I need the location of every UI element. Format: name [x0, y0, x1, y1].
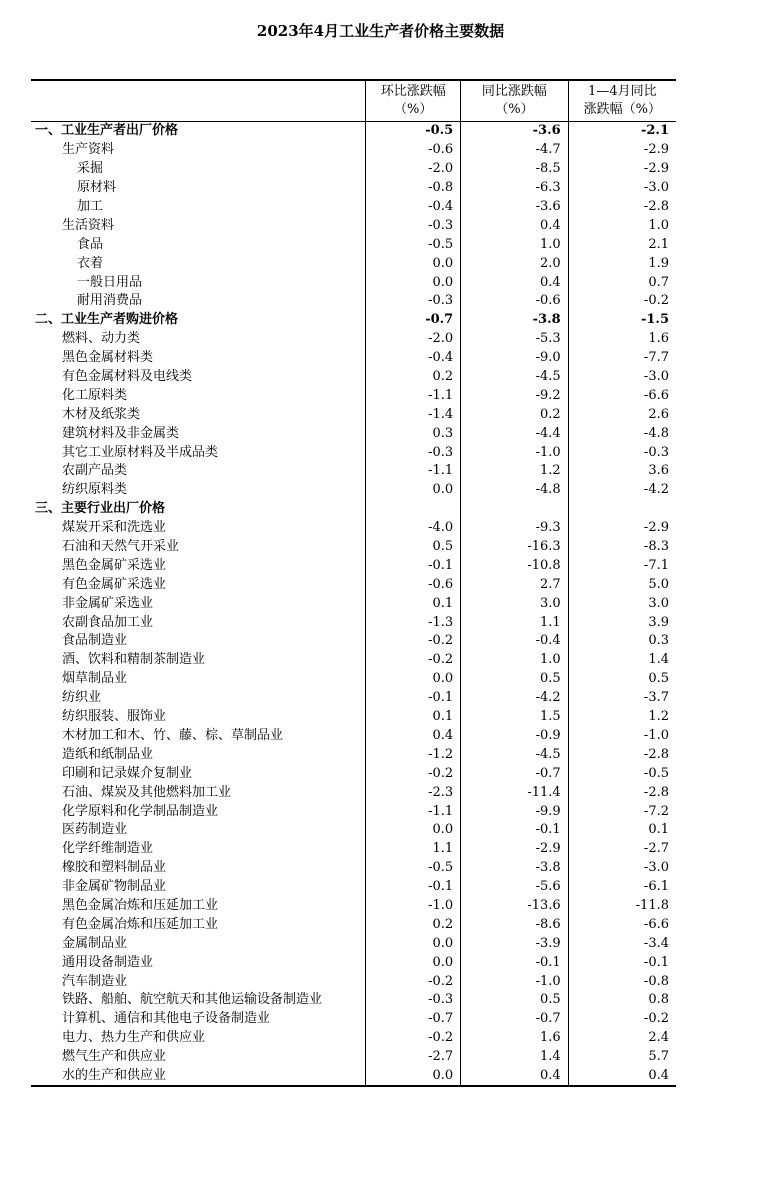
- row-label: 水的生产和供应业: [31, 1067, 366, 1087]
- yoy-value: -1.0: [461, 443, 568, 462]
- yoy-value: -8.6: [461, 915, 568, 934]
- ytd-value: -7.7: [568, 349, 676, 368]
- mom-value: -1.1: [366, 386, 461, 405]
- yoy-value: 1.6: [461, 1029, 568, 1048]
- ytd-value: 3.9: [568, 613, 676, 632]
- mom-value: 0.4: [366, 727, 461, 746]
- row-label: 酒、饮料和精制茶制造业: [62, 652, 206, 668]
- row-label: 造纸和纸制品业: [62, 746, 154, 762]
- mom-value: -1.4: [366, 405, 461, 424]
- row-label: 石油和天然气开采业: [62, 539, 180, 555]
- header-yoy-line2: （%）: [495, 102, 534, 117]
- section-row: [31, 311, 676, 330]
- mom-value: 0.0: [366, 934, 461, 953]
- mom-value: -0.6: [366, 575, 461, 594]
- yoy-value: 0.2: [461, 405, 568, 424]
- yoy-value: -9.3: [461, 519, 568, 538]
- row-label: 煤炭开采和洗选业: [62, 520, 167, 536]
- ytd-value: 2.1: [568, 235, 676, 254]
- row-label: 纺织原料类: [62, 482, 128, 498]
- table-row: [31, 160, 676, 179]
- row-label: 加工: [77, 199, 104, 214]
- ytd-value: -6.6: [568, 386, 676, 405]
- row-label: 三、主要行业出厂价格: [35, 501, 166, 517]
- mom-value: -2.0: [366, 160, 461, 179]
- yoy-value: -4.7: [461, 141, 568, 160]
- yoy-value: 0.4: [461, 273, 568, 292]
- table-row: [31, 670, 676, 689]
- table-row: [31, 556, 676, 575]
- row-label: 一般日用品: [77, 274, 143, 290]
- table-header-row: [31, 80, 676, 122]
- table-row: [31, 273, 676, 292]
- ytd-value: -8.3: [568, 538, 676, 557]
- header-item-column: [31, 80, 366, 122]
- row-label: 燃料、动力类: [62, 331, 141, 347]
- yoy-value: -16.3: [461, 538, 568, 557]
- yoy-value: -0.7: [461, 764, 568, 783]
- mom-value: -1.3: [366, 613, 461, 632]
- ytd-value: -0.8: [568, 972, 676, 991]
- row-label: 有色金属冶炼和压延加工业: [62, 916, 219, 932]
- row-label: 黑色金属材料类: [62, 350, 154, 366]
- header-ytd-change: [568, 80, 676, 122]
- ytd-value: 2.4: [568, 1029, 676, 1048]
- table-row: [31, 972, 676, 991]
- table-row: [31, 651, 676, 670]
- table-row: [31, 519, 676, 538]
- row-label: 非金属矿采选业: [62, 595, 154, 611]
- yoy-value: 1.2: [461, 462, 568, 481]
- header-yoy-change: [461, 80, 568, 122]
- mom-value: -0.2: [366, 972, 461, 991]
- price-data-table: [31, 79, 676, 1087]
- section-row: [31, 500, 676, 519]
- yoy-value: -3.8: [461, 311, 568, 330]
- row-label: 化工原料类: [62, 387, 128, 403]
- yoy-value: -0.6: [461, 292, 568, 311]
- ytd-value: 0.4: [568, 1067, 676, 1087]
- ytd-value: -1.0: [568, 727, 676, 746]
- ytd-value: 1.0: [568, 216, 676, 235]
- row-label: 铁路、船舶、航空航天和其他运输设备制造业: [62, 992, 323, 1008]
- row-label: 木材加工和木、竹、藤、棕、草制品业: [62, 727, 284, 743]
- mom-value: -0.7: [366, 311, 461, 330]
- mom-value: -0.4: [366, 198, 461, 217]
- table-row: [31, 254, 676, 273]
- table-row: [31, 1029, 676, 1048]
- row-label: 衣着: [77, 255, 104, 271]
- mom-value: -0.2: [366, 764, 461, 783]
- header-mom-change: [366, 80, 461, 122]
- table-row: [31, 424, 676, 443]
- section-row: [31, 122, 676, 141]
- row-label: 橡胶和塑料制品业: [62, 860, 167, 876]
- ytd-value: -3.4: [568, 934, 676, 953]
- ytd-value: 0.5: [568, 670, 676, 689]
- row-label: 通用设备制造业: [62, 954, 154, 970]
- mom-value: 0.0: [366, 1067, 461, 1087]
- table-row: [31, 443, 676, 462]
- yoy-value: -13.6: [461, 897, 568, 916]
- mom-value: 0.0: [366, 953, 461, 972]
- ytd-value: -7.2: [568, 802, 676, 821]
- ytd-value: 1.4: [568, 651, 676, 670]
- table-row: [31, 802, 676, 821]
- table-row: [31, 179, 676, 198]
- row-label: 非金属矿物制品业: [62, 879, 167, 895]
- ytd-value: 0.1: [568, 821, 676, 840]
- yoy-value: -3.6: [461, 122, 568, 141]
- row-label: 采掘: [77, 161, 104, 177]
- yoy-value: 0.5: [461, 670, 568, 689]
- table-row: [31, 538, 676, 557]
- table-row: [31, 764, 676, 783]
- header-yoy-line1: 同比涨跌幅: [481, 84, 547, 99]
- yoy-value: -5.3: [461, 330, 568, 349]
- ytd-value: 1.2: [568, 708, 676, 727]
- ytd-value: -6.1: [568, 878, 676, 897]
- table-row: [31, 821, 676, 840]
- table-row: [31, 1067, 676, 1087]
- yoy-value: -0.7: [461, 1010, 568, 1029]
- yoy-value: -10.8: [461, 556, 568, 575]
- table-row: [31, 689, 676, 708]
- ytd-value: [568, 500, 676, 519]
- table-row: [31, 481, 676, 500]
- table-row: [31, 368, 676, 387]
- mom-value: -1.1: [366, 462, 461, 481]
- row-label: 电力、热力生产和供应业: [62, 1030, 206, 1046]
- mom-value: -4.0: [366, 519, 461, 538]
- row-label: 燃气生产和供应业: [62, 1049, 167, 1065]
- yoy-value: -0.1: [461, 953, 568, 972]
- mom-value: 0.1: [366, 594, 461, 613]
- ytd-value: 3.0: [568, 594, 676, 613]
- mom-value: -2.3: [366, 783, 461, 802]
- ytd-value: -0.5: [568, 764, 676, 783]
- mom-value: 0.2: [366, 915, 461, 934]
- ytd-value: 3.6: [568, 462, 676, 481]
- yoy-value: -3.8: [461, 859, 568, 878]
- row-label: 黑色金属矿采选业: [62, 557, 167, 573]
- yoy-value: -0.4: [461, 632, 568, 651]
- row-label: 汽车制造业: [62, 973, 128, 989]
- yoy-value: -4.8: [461, 481, 568, 500]
- yoy-value: 0.4: [461, 216, 568, 235]
- ytd-value: -2.8: [568, 745, 676, 764]
- row-label: 石油、煤炭及其他燃料加工业: [62, 784, 232, 800]
- header-mom-line1: 环比涨跌幅: [380, 84, 446, 99]
- yoy-value: 2.0: [461, 254, 568, 273]
- row-label: 有色金属材料及电线类: [62, 369, 193, 385]
- row-label: 有色金属矿采选业: [62, 576, 167, 592]
- yoy-value: 1.0: [461, 651, 568, 670]
- row-label: 农副食品加工业: [62, 614, 154, 630]
- table-row: [31, 462, 676, 481]
- ytd-value: -7.1: [568, 556, 676, 575]
- row-label: 建筑材料及非金属类: [62, 425, 180, 441]
- table-row: [31, 915, 676, 934]
- ytd-value: 5.0: [568, 575, 676, 594]
- yoy-value: -11.4: [461, 783, 568, 802]
- yoy-value: -3.6: [461, 198, 568, 217]
- yoy-value: [461, 500, 568, 519]
- yoy-value: 1.4: [461, 1048, 568, 1067]
- mom-value: -0.5: [366, 235, 461, 254]
- ytd-value: -1.5: [568, 311, 676, 330]
- row-label: 原材料: [77, 180, 117, 196]
- mom-value: -0.3: [366, 991, 461, 1010]
- table-row: [31, 934, 676, 953]
- ytd-value: 1.9: [568, 254, 676, 273]
- table-row: [31, 594, 676, 613]
- mom-value: -0.2: [366, 1029, 461, 1048]
- mom-value: -0.5: [366, 122, 461, 141]
- ytd-value: -3.0: [568, 179, 676, 198]
- mom-value: 0.3: [366, 424, 461, 443]
- ytd-value: -2.9: [568, 141, 676, 160]
- yoy-value: 3.0: [461, 594, 568, 613]
- header-mom-line2: （%）: [394, 102, 433, 117]
- table-row: [31, 575, 676, 594]
- row-label: 金属制品业: [62, 935, 128, 951]
- ytd-value: 1.6: [568, 330, 676, 349]
- ytd-value: -2.8: [568, 198, 676, 217]
- mom-value: 0.0: [366, 670, 461, 689]
- yoy-value: -8.5: [461, 160, 568, 179]
- table-row: [31, 141, 676, 160]
- row-label: 木材及纸浆类: [62, 406, 141, 422]
- ytd-value: 0.8: [568, 991, 676, 1010]
- yoy-value: 0.5: [461, 991, 568, 1010]
- header-ytd-line1: 1—4月同比: [588, 84, 657, 99]
- row-label: 医药制造业: [62, 822, 128, 838]
- mom-value: -0.6: [366, 141, 461, 160]
- table-row: [31, 632, 676, 651]
- yoy-value: 2.7: [461, 575, 568, 594]
- table-row: [31, 330, 676, 349]
- mom-value: 0.0: [366, 821, 461, 840]
- ytd-value: -0.3: [568, 443, 676, 462]
- yoy-value: -4.5: [461, 745, 568, 764]
- mom-value: -1.1: [366, 802, 461, 821]
- table-row: [31, 1048, 676, 1067]
- table-row: [31, 216, 676, 235]
- table-row: [31, 878, 676, 897]
- yoy-value: 1.1: [461, 613, 568, 632]
- table-row: [31, 1010, 676, 1029]
- row-label: 计算机、通信和其他电子设备制造业: [62, 1011, 271, 1027]
- table-row: [31, 991, 676, 1010]
- row-label: 生活资料: [62, 217, 115, 233]
- ytd-value: 2.6: [568, 405, 676, 424]
- row-label: 食品: [77, 236, 104, 252]
- ytd-value: -0.1: [568, 953, 676, 972]
- yoy-value: -4.4: [461, 424, 568, 443]
- table-row: [31, 897, 676, 916]
- yoy-value: -6.3: [461, 179, 568, 198]
- yoy-value: 0.4: [461, 1067, 568, 1087]
- ytd-value: -0.2: [568, 1010, 676, 1029]
- table-row: [31, 349, 676, 368]
- yoy-value: -9.9: [461, 802, 568, 821]
- ytd-value: -4.2: [568, 481, 676, 500]
- table-row: [31, 386, 676, 405]
- row-label: 烟草制品业: [62, 671, 128, 687]
- row-label: 农副产品类: [62, 463, 128, 479]
- table-row: [31, 840, 676, 859]
- table-row: [31, 198, 676, 217]
- yoy-value: -9.0: [461, 349, 568, 368]
- ytd-value: -11.8: [568, 897, 676, 916]
- ytd-value: -4.8: [568, 424, 676, 443]
- row-label: 纺织服装、服饰业: [62, 709, 167, 725]
- ytd-value: -3.0: [568, 368, 676, 387]
- row-label: 食品制造业: [62, 633, 128, 649]
- mom-value: -0.8: [366, 179, 461, 198]
- ytd-value: 5.7: [568, 1048, 676, 1067]
- yoy-value: -1.0: [461, 972, 568, 991]
- mom-value: -0.3: [366, 443, 461, 462]
- yoy-value: 1.5: [461, 708, 568, 727]
- mom-value: -1.0: [366, 897, 461, 916]
- mom-value: -0.3: [366, 216, 461, 235]
- row-label: 二、工业生产者购进价格: [35, 312, 179, 328]
- mom-value: -0.2: [366, 632, 461, 651]
- yoy-value: -2.9: [461, 840, 568, 859]
- table-row: [31, 613, 676, 632]
- ytd-value: -2.9: [568, 160, 676, 179]
- row-label: 黑色金属冶炼和压延加工业: [62, 897, 219, 913]
- table-row: [31, 745, 676, 764]
- ytd-value: -2.1: [568, 122, 676, 141]
- ytd-value: -2.7: [568, 840, 676, 859]
- mom-value: 0.0: [366, 254, 461, 273]
- table-row: [31, 708, 676, 727]
- mom-value: 0.5: [366, 538, 461, 557]
- mom-value: 0.2: [366, 368, 461, 387]
- mom-value: -2.7: [366, 1048, 461, 1067]
- row-label: 纺织业: [62, 690, 102, 706]
- mom-value: -0.7: [366, 1010, 461, 1029]
- table-row: [31, 235, 676, 254]
- yoy-value: -9.2: [461, 386, 568, 405]
- table-body: [31, 122, 676, 1087]
- yoy-value: -5.6: [461, 878, 568, 897]
- ytd-value: 0.7: [568, 273, 676, 292]
- ytd-value: -6.6: [568, 915, 676, 934]
- table-row: [31, 859, 676, 878]
- yoy-value: -3.9: [461, 934, 568, 953]
- ytd-value: -3.7: [568, 689, 676, 708]
- mom-value: 1.1: [366, 840, 461, 859]
- row-label: 其它工业原材料及半成品类: [62, 444, 219, 460]
- yoy-value: -0.1: [461, 821, 568, 840]
- table-row: [31, 405, 676, 424]
- table-row: [31, 727, 676, 746]
- table-row: [31, 783, 676, 802]
- row-label: 生产资料: [62, 142, 115, 158]
- mom-value: -0.1: [366, 878, 461, 897]
- row-label: 耐用消费品: [77, 293, 143, 309]
- mom-value: -2.0: [366, 330, 461, 349]
- yoy-value: -4.5: [461, 368, 568, 387]
- yoy-value: 1.0: [461, 235, 568, 254]
- row-label: 化学纤维制造业: [62, 841, 154, 857]
- mom-value: -0.1: [366, 689, 461, 708]
- mom-value: 0.1: [366, 708, 461, 727]
- ytd-value: -3.0: [568, 859, 676, 878]
- mom-value: -0.4: [366, 349, 461, 368]
- mom-value: -0.3: [366, 292, 461, 311]
- mom-value: 0.0: [366, 481, 461, 500]
- row-label: 一、工业生产者出厂价格: [35, 123, 179, 139]
- row-label: 印刷和记录媒介复制业: [62, 765, 193, 781]
- ytd-value: -2.9: [568, 519, 676, 538]
- mom-value: [366, 500, 461, 519]
- page-title: 2023年4月工业生产者价格主要数据: [256, 22, 505, 40]
- mom-value: 0.0: [366, 273, 461, 292]
- header-ytd-line2: 涨跌幅（%）: [583, 102, 661, 117]
- yoy-value: -0.9: [461, 727, 568, 746]
- ytd-value: -0.2: [568, 292, 676, 311]
- mom-value: -0.2: [366, 651, 461, 670]
- mom-value: -0.1: [366, 556, 461, 575]
- yoy-value: -4.2: [461, 689, 568, 708]
- mom-value: -0.5: [366, 859, 461, 878]
- mom-value: -1.2: [366, 745, 461, 764]
- table-row: [31, 292, 676, 311]
- ytd-value: -2.8: [568, 783, 676, 802]
- ytd-value: 0.3: [568, 632, 676, 651]
- row-label: 化学原料和化学制品制造业: [62, 803, 219, 819]
- table-row: [31, 953, 676, 972]
